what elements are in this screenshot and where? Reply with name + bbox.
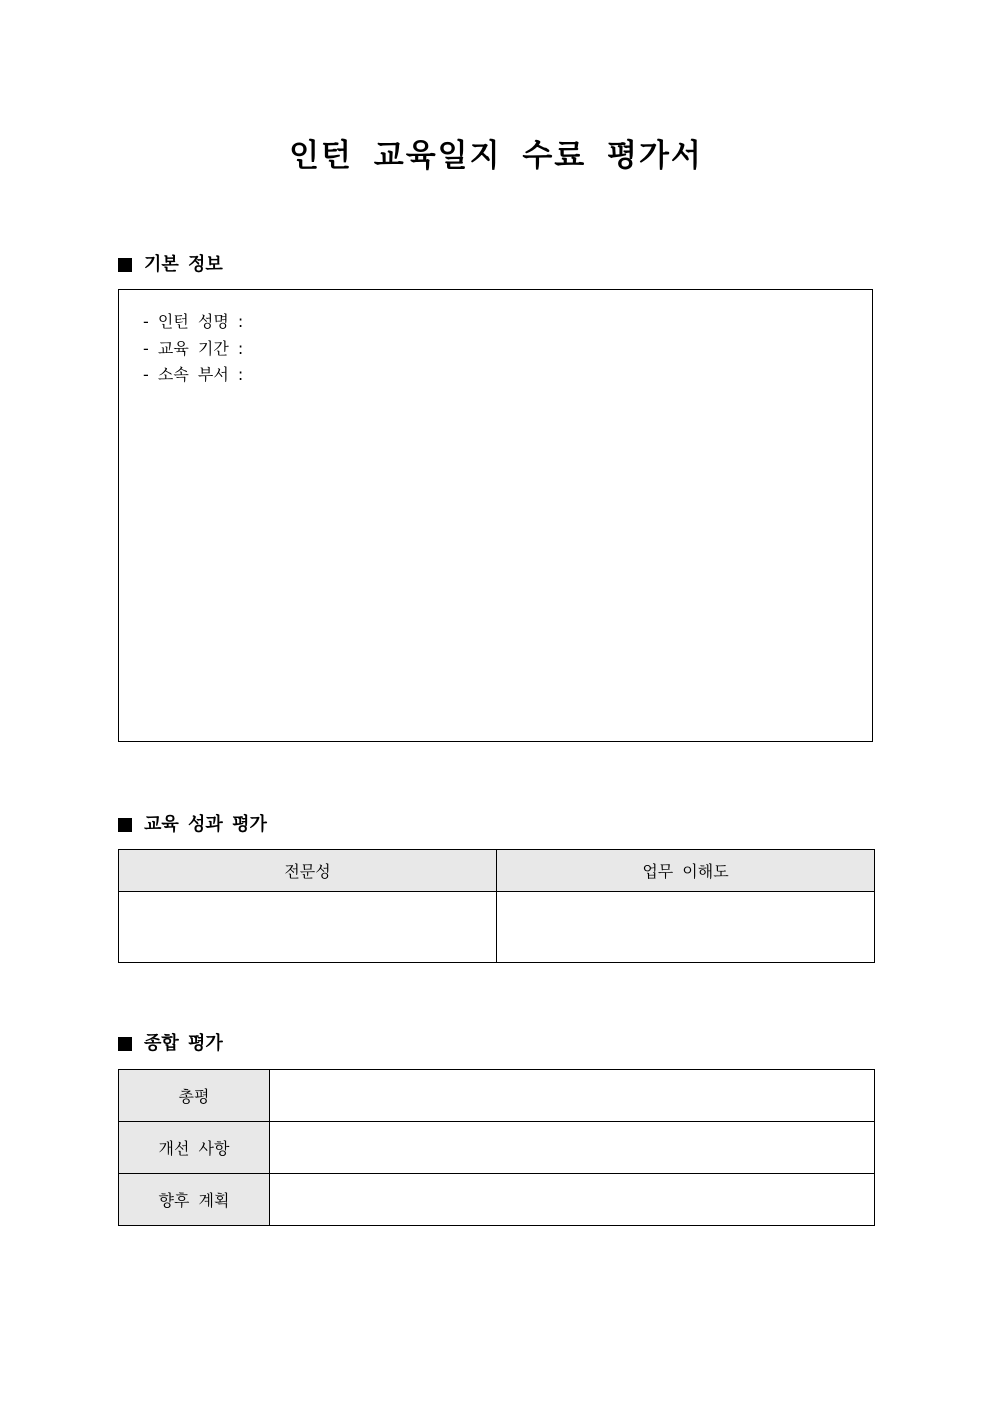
column-header-expertise: 전문성 [119,850,497,892]
cell-improvements-value[interactable] [270,1122,875,1174]
basic-info-box [118,289,873,742]
section-heading-label: 교육 성과 평가 [144,814,267,835]
section-heading-label: 기본 정보 [144,254,223,275]
info-item-intern-name: - 인턴 성명 : [143,312,244,331]
cell-future-plan-value[interactable] [270,1174,875,1226]
row-header-future-plan: 향후 계획 [119,1174,270,1226]
cell-expertise-value[interactable] [119,892,497,963]
section-heading-education-eval [118,813,267,837]
cell-summary-value[interactable] [270,1070,875,1122]
row-header-improvements: 개선 사항 [119,1122,270,1174]
section-heading-label: 종합 평가 [144,1033,223,1054]
black-square-icon [118,1037,132,1051]
black-square-icon [118,258,132,272]
education-eval-table [118,849,875,963]
document-title: 인턴 교육일지 수료 평가서 [289,138,703,174]
black-square-icon [118,818,132,832]
section-heading-overall-eval [118,1032,223,1056]
info-item-department: - 소속 부서 : [143,365,244,384]
section-heading-basic-info [118,253,223,277]
column-header-job-understanding: 업무 이해도 [497,850,875,892]
overall-eval-table [118,1069,875,1226]
info-item-training-period: - 교육 기간 : [143,338,244,358]
basic-info-list [119,290,872,389]
cell-job-understanding-value[interactable] [497,892,875,963]
row-header-summary: 총평 [119,1070,270,1122]
